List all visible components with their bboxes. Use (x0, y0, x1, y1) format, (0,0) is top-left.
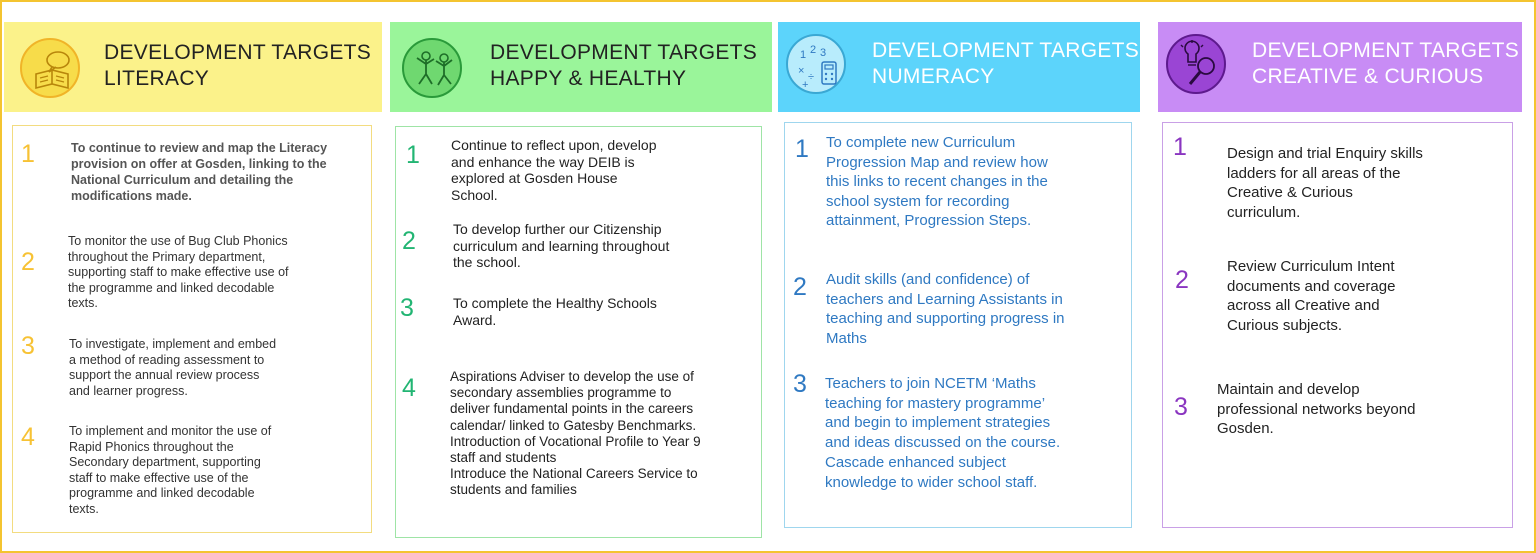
numeracy-item-3-number: 3 (793, 370, 807, 398)
jumping-people-icon (402, 38, 462, 98)
svg-text:÷: ÷ (808, 71, 815, 83)
literacy-item-4-text: To implement and monitor the use of Rapid Phonics throughout the Secondary department, supporting staff to make effective use of the programme and linked decodable texts. (69, 424, 272, 516)
creative-curious-header (1158, 22, 1522, 112)
happy-healthy-title: DEVELOPMENT TARGETS HAPPY & HEALTHY (490, 41, 758, 90)
numeracy-item-2-number: 2 (793, 273, 807, 301)
book-and-speech-icon (20, 38, 80, 98)
lightbulb-magnifier-icon (1166, 34, 1226, 94)
happy-item-1-number: 1 (406, 141, 420, 169)
numeracy-item-1-text: To complete new Curriculum Progression Map and review how this links to recent changes in the school system for recording attainment, Progression Steps. (826, 134, 1048, 229)
numeracy-item-2-text: Audit skills (and confidence) of teachers and Learning Assistants in teaching and supporting progress in Maths (826, 271, 1065, 347)
happy-item-4-text: Aspirations Adviser to develop the use of secondary assemblies programme to deliver fundamental points in the careers calendar/ linked to Gatesby Benchmarks. Introduction of Vocational Profile to Year 9 staff and students Introduce the National Careers Service to students and families (450, 369, 701, 498)
literacy-item-1-number: 1 (21, 140, 35, 168)
numeracy-item-3-text: Teachers to join NCETM ‘Maths teaching for mastery programme’ and begin to implement strategies and ideas discussed on the course. Cascade enhanced subject knowledge to wider school staff. (825, 375, 1061, 491)
literacy-item-3-number: 3 (21, 332, 35, 360)
happy-item-3-number: 3 (400, 294, 414, 322)
happy-healthy-header (390, 22, 772, 112)
literacy-title: DEVELOPMENT TARGETS LITERACY (104, 41, 372, 90)
happy-item-2-text: To develop further our Citizenship curriculum and learning throughout the school. (453, 221, 670, 270)
creative-item-1-text: Design and trial Enquiry skills ladders for all areas of the Creative & Curious curriculum. (1227, 145, 1423, 221)
literacy-item-2-number: 2 (21, 248, 35, 276)
creative-item-1-number: 1 (1173, 133, 1187, 161)
svg-text:2: 2 (810, 44, 817, 56)
numbers-calculator-icon (786, 34, 846, 94)
numeracy-box (784, 122, 1132, 528)
svg-text:+: + (802, 79, 809, 91)
literacy-item-1-text: To continue to review and map the Literacy provision on offer at Gosden, linking to the National Curriculum and detailing the modifications made. (71, 141, 328, 203)
creative-item-2-number: 2 (1175, 266, 1189, 294)
literacy-item-4-number: 4 (21, 423, 35, 451)
svg-text:1: 1 (800, 49, 807, 61)
literacy-box (12, 125, 372, 533)
svg-text:3: 3 (820, 47, 827, 59)
numeracy-item-1-number: 1 (795, 135, 809, 163)
creative-curious-title: DEVELOPMENT TARGETS CREATIVE & CURIOUS (1252, 39, 1520, 88)
happy-item-2-number: 2 (402, 227, 416, 255)
happy-item-1-text: Continue to reflect upon, develop and enhance the way DEIB is explored at Gosden House School. (451, 137, 657, 203)
happy-item-3-text: To complete the Healthy Schools Award. (453, 295, 657, 328)
numeracy-title: DEVELOPMENT TARGETS NUMERACY (872, 39, 1140, 88)
literacy-item-3-text: To investigate, implement and embed a method of reading assessment to support the annual review process and learner progress. (69, 337, 277, 398)
happy-healthy-box (395, 126, 762, 538)
creative-item-2-text: Review Curriculum Intent documents and coverage across all Creative and Curious subjects. (1227, 258, 1396, 334)
literacy-item-2-text: To monitor the use of Bug Club Phonics throughout the Primary department, supporting staff to make effective use of the programme and linked decodable texts. (68, 234, 289, 310)
creative-curious-box (1162, 122, 1513, 528)
happy-item-4-number: 4 (402, 374, 416, 402)
creative-item-3-number: 3 (1174, 393, 1188, 421)
numeracy-header (778, 22, 1140, 112)
creative-item-3-text: Maintain and develop professional networks beyond Gosden. (1217, 381, 1416, 437)
literacy-header (4, 22, 382, 112)
svg-text:×: × (798, 65, 805, 77)
